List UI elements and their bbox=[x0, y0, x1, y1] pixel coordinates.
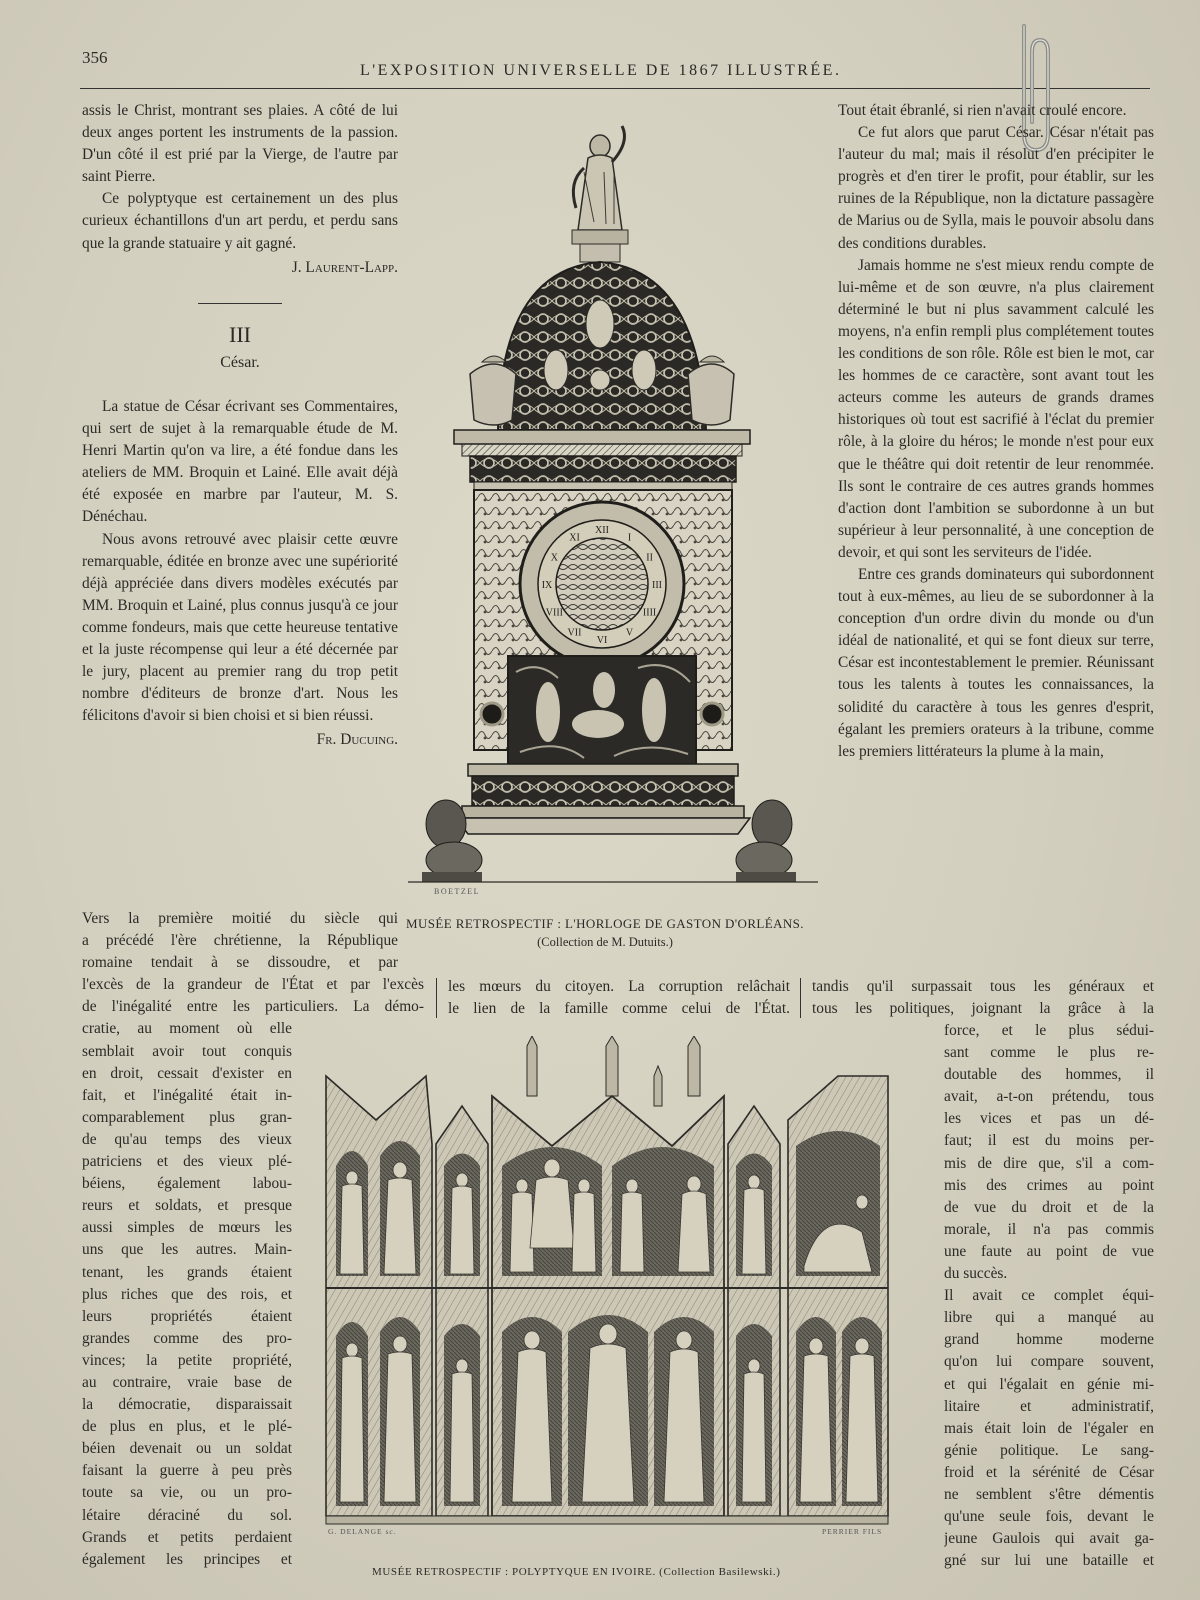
text-line: morale, il n'a pas commis bbox=[944, 1220, 1154, 1238]
text-line: la démocratie, disparaissait bbox=[82, 1396, 292, 1414]
clock-numeral: IIII bbox=[642, 607, 657, 619]
text-line: aussi simples de mœurs les bbox=[82, 1219, 292, 1237]
text-line: le lien de la famille comme celui de l'État. bbox=[448, 1000, 790, 1018]
text-line: vinces; la petite propriété, bbox=[82, 1351, 292, 1369]
spire bbox=[606, 1036, 618, 1096]
text-line: froid et la sérénité de César bbox=[944, 1463, 1154, 1481]
text-line: plus riches que des rois, et bbox=[82, 1285, 292, 1303]
text-line: libre qui a manqué au bbox=[944, 1309, 1154, 1327]
text-line: fait, et l'inégalité était in- bbox=[82, 1086, 292, 1104]
text-line: l'excès de la grandeur de l'État et par l'excès bbox=[82, 976, 424, 994]
upper-cornice bbox=[454, 430, 750, 444]
text-line: force, et le plus sédui- bbox=[944, 1022, 1154, 1039]
caption-title: MUSÉE RETROSPECTIF : L'HORLOGE DE GASTON D'ORLÉANS. bbox=[406, 916, 804, 931]
spire bbox=[654, 1066, 662, 1106]
polyptych-caption: MUSÉE RETROSPECTIF : POLYPTYQUE EN IVOIRE. (Collection Basilewski.) bbox=[372, 1566, 781, 1578]
left-column bbox=[82, 100, 398, 751]
text-line: béien devenait ou un soldat bbox=[82, 1440, 292, 1458]
text-line: en droit, cessait d'exister en bbox=[82, 1064, 292, 1082]
text-line: a précédé l'ère chrétienne, la République bbox=[82, 932, 398, 950]
frieze-molding bbox=[474, 482, 732, 490]
text-line: Grands et petits perdaient bbox=[82, 1528, 292, 1546]
right-lion bbox=[736, 800, 796, 882]
text-line: les mœurs du citoyen. La corruption relâchait bbox=[448, 978, 790, 995]
paragraph: Ce polyptyque est certainement un des plus curieux échantillons d'un art perdu, et perdu sans que la grande statuaire y ait gagné. bbox=[82, 190, 398, 252]
paragraph: assis le Christ, montrant ses plaies. A côté de lui deux anges portent les instruments de la passion. D'un côté il est prié par la Vierge, de l'autre par saint Pierre. bbox=[82, 102, 398, 186]
text-line: semblait avoir tout conquis bbox=[82, 1042, 292, 1060]
dentil-band bbox=[462, 444, 742, 456]
running-title: L'EXPOSITION UNIVERSELLE DE 1867 ILLUSTRÉE. bbox=[360, 62, 842, 79]
text-line: de l'inégalité entre les particuliers. La démo- bbox=[82, 998, 424, 1016]
column-divider bbox=[800, 978, 801, 1018]
text-line: faut; il est du moins per- bbox=[944, 1132, 1154, 1150]
text-line: une faute au point de vue bbox=[944, 1242, 1154, 1260]
paragraph: Jamais homme ne s'est mieux rendu compte de lui-même et de son œuvre, n'a plus clairement déterminé le but ni plus savamment calculé les moyens, n'a enfin rempli plus complétement toutes les conditions de son rôle. Rôle est bien le mot, car les hommes de ce caractère, sont avant tout les acteurs comme les auteurs de grands drames historiques où tout est sacrifié à l'éclat du premier rôle, à la gloire du héros; le monde n'est pour eux que le théâtre qui doit retentir de leur renommée. Ils sont le contraire de ces autres grands hommes d'action dont l'ambition se subordonne à un but supérieur à leur personnalité, à une conception de devoir, et qui sont les serviteurs de l'idée. bbox=[838, 256, 1154, 561]
text-line: mis des crimes au point bbox=[944, 1176, 1154, 1194]
statue-pedestal bbox=[580, 244, 620, 262]
clock-numeral: III bbox=[652, 580, 662, 591]
clock-numeral: VII bbox=[567, 627, 582, 639]
page-number: 356 bbox=[82, 48, 108, 67]
statue-figure bbox=[572, 126, 628, 244]
text-line: létaire déraciné du sol. bbox=[82, 1506, 292, 1524]
text-line: sant comme le plus re- bbox=[944, 1044, 1154, 1062]
text-line: ne semblent s'être démentis bbox=[944, 1485, 1154, 1503]
engraver-right: PERRIER FILS bbox=[822, 1527, 883, 1536]
clock-dial-center bbox=[556, 538, 648, 630]
text-line: grandes comme des pro- bbox=[82, 1329, 292, 1347]
spire bbox=[688, 1036, 700, 1096]
base-plinth bbox=[462, 806, 744, 818]
middle-text bbox=[448, 976, 790, 1020]
engraver-signature: BOETZEL bbox=[434, 887, 481, 896]
text-line: qu'on lui compare souvent, bbox=[944, 1353, 1154, 1371]
section-divider bbox=[198, 303, 282, 304]
column-divider bbox=[436, 978, 437, 1018]
text-line: mis de dire que, s'il a com- bbox=[944, 1154, 1154, 1172]
paragraph: Entre ces grands dominateurs qui subordonnent tout à eux-mêmes, au lieu de se subordonner à la conception d'un ordre divin du monde ou d'un idéal de nationalité, et qui se font dieux sur terre, César est incontestablement le premier. Réunissant tous les talents à toutes les connaissances, la solidité du caractère à tous les genres d'esprit, égalant les premiers orateurs à la tribune, comme les premiers littérateurs la plume à la main, bbox=[838, 565, 1154, 760]
clock-engraving bbox=[408, 112, 828, 912]
text-line: tandis qu'il surpassait tous les généraux et bbox=[812, 978, 1154, 995]
text-line: de plus en plus, et le plé- bbox=[82, 1418, 292, 1436]
text-line: avait, a-t-on prétendu, tous bbox=[944, 1088, 1154, 1106]
right-column bbox=[838, 100, 1154, 763]
base-foot bbox=[456, 818, 750, 834]
text-line: faisant la guerre à peu près bbox=[82, 1462, 292, 1480]
text-line: mais était loin de l'égaler en bbox=[944, 1419, 1154, 1437]
text-line: au contraire, vraie base de bbox=[82, 1373, 292, 1391]
text-line: romaine tendait à se dissoudre, et par bbox=[82, 954, 398, 972]
text-line: tous les politiques, joignant la grâce à la bbox=[812, 1000, 1154, 1018]
upper-frieze bbox=[470, 456, 736, 482]
clock-numeral: I bbox=[627, 532, 632, 544]
text-line: leurs propriétés étaient bbox=[82, 1307, 292, 1325]
text-line: uns que les autres. Main- bbox=[82, 1241, 292, 1259]
text-line: du succès. bbox=[944, 1265, 1008, 1283]
header-rule bbox=[80, 88, 1150, 89]
text-line: béiens, également labou- bbox=[82, 1175, 292, 1193]
text-line: patriciens et des vieux plé- bbox=[82, 1153, 292, 1171]
text-line: de qu'au temps des vieux bbox=[82, 1130, 292, 1148]
text-line: doutable des hommes, il bbox=[944, 1066, 1154, 1084]
clock-numeral: II bbox=[646, 552, 653, 564]
polyptych-engraving bbox=[322, 1036, 912, 1544]
clock-numeral: IX bbox=[541, 580, 553, 591]
signature: Fr. Ducuing. bbox=[316, 731, 398, 749]
text-line: grand homme moderne bbox=[944, 1331, 1154, 1349]
clock-numeral: X bbox=[550, 552, 559, 564]
text-line: reurs et soldats, et presque bbox=[82, 1197, 292, 1215]
engraver-left: G. DELANGE sc. bbox=[328, 1527, 397, 1536]
text-line: tenant, les grands étaient bbox=[82, 1263, 292, 1281]
paragraph: Ce fut alors que parut César. César n'était pas l'auteur du mal; mais il résolut d'en précipiter le progrès et d'en tirer le profit, pour établir, sur les ruines de la République, non la dictature passagère de Marius ou de Sylla, mais le pouvoir absolu dans des conditions durables. bbox=[838, 124, 1154, 252]
right-lower-narrow bbox=[944, 1020, 1154, 1572]
right-lower-full bbox=[812, 976, 1154, 1020]
text-line: de vue du droit et de la bbox=[944, 1198, 1154, 1216]
text-line: et qui l'égalait en génie mi- bbox=[944, 1375, 1154, 1393]
text-line: les vices et pas un dé- bbox=[944, 1110, 1154, 1128]
text-line: également les principes et bbox=[82, 1550, 292, 1568]
text-line: jeune Gaulois qui avait ga- bbox=[944, 1530, 1154, 1548]
paragraph: Nous avons retrouvé avec plaisir cette œuvre remarquable, éditée en bronze avec une supériorité déjà appréciée dans divers modèles exécutés par MM. Broquin et Lainé, plus connus jusqu'à ce jour comme fondeurs, mais que cette heureuse tentative et la juste récompense qui leur a été décernée par le jury, placent au premier rang du trop petit nombre d'éditeurs de bronze d'art. Nous les félicitons d'avoir si bien choisi et si bien réussi. bbox=[82, 530, 398, 725]
text-line: Vers la première moitié du siècle qui bbox=[82, 910, 398, 927]
text-line: génie politique. Le sang- bbox=[944, 1441, 1154, 1459]
clock-numeral: VI bbox=[596, 635, 608, 646]
right-boss bbox=[701, 703, 723, 725]
clock-numeral: XII bbox=[595, 525, 609, 536]
caption-subtitle: (Collection de M. Dutuits.) bbox=[537, 935, 673, 949]
signature: J. Laurent-Lapp. bbox=[291, 258, 398, 276]
text-line: cratie, au moment où elle bbox=[82, 1020, 292, 1038]
text-line: Il avait ce complet équi- bbox=[944, 1287, 1154, 1305]
paragraph: Tout était ébranlé, si rien n'avait croulé encore. bbox=[838, 102, 1127, 119]
clock-caption bbox=[404, 916, 806, 950]
base-frieze bbox=[472, 776, 734, 806]
spire bbox=[527, 1036, 537, 1096]
text-line: litaire et administratif, bbox=[944, 1397, 1154, 1415]
base-molding bbox=[468, 764, 738, 776]
clock-numeral: V bbox=[625, 627, 634, 639]
text-line: gné sur lui une bataille et bbox=[944, 1552, 1154, 1570]
text-line: qu'une seule fois, devant le bbox=[944, 1508, 1154, 1526]
text-line: toute sa vie, ou un pro- bbox=[82, 1484, 292, 1502]
clock-numeral: XI bbox=[569, 532, 580, 544]
polyptych-base bbox=[326, 1516, 888, 1524]
text-line: comparablement plus gran- bbox=[82, 1108, 292, 1126]
paragraph: La statue de César écrivant ses Commentaires, qui sert de sujet à la remarquable étude de M. Henri Martin qu'on va lire, a été fondue dans les ateliers de MM. Broquin et Lainé. Elle avait déjà été exposée en marbre par l'auteur, M. S. Dénéchau. bbox=[82, 397, 398, 526]
section-title: César. bbox=[220, 353, 260, 371]
clock-numeral: VIII bbox=[545, 607, 564, 619]
section-number: III bbox=[229, 321, 251, 347]
left-boss bbox=[481, 703, 503, 725]
